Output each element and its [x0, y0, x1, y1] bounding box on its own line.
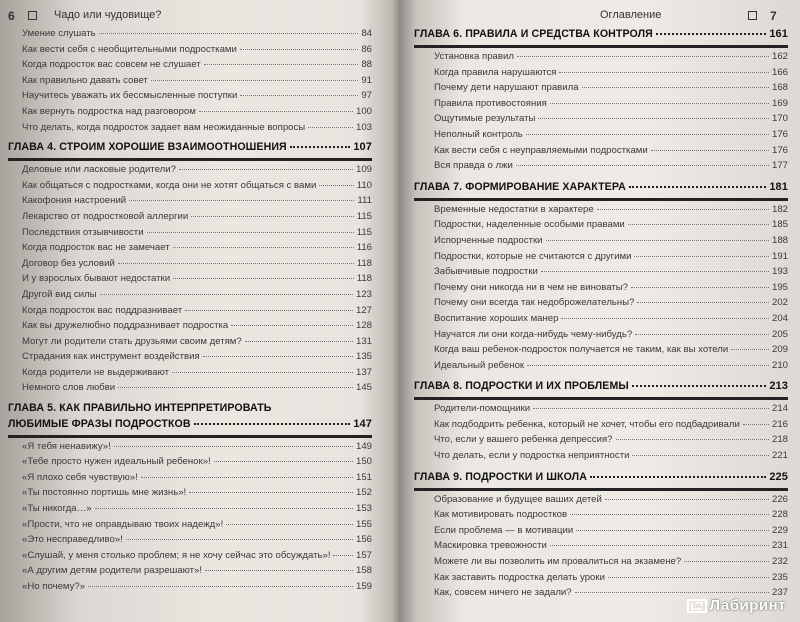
toc-entry [8, 122, 372, 138]
entry-title: Временные недостатки в характере [434, 203, 594, 215]
chapter-title: ГЛАВА 8. ПОДРОСТКИ И ИХ ПРОБЛЕМЫ [414, 380, 629, 393]
entry-page: 84 [361, 28, 372, 39]
toc-entry [414, 297, 788, 313]
chapter-title-line2: ЛЮБИМЫЕ ФРАЗЫ ПОДРОСТКОВ [8, 417, 191, 430]
entry-title: Маскировка тревожности [434, 540, 547, 552]
entry-title: «Я тебя ненавижу»! [22, 440, 111, 452]
entry-title: Страдания как инструмент воздействия [22, 351, 200, 363]
entry-page: 191 [771, 250, 788, 262]
dot-leader [199, 111, 353, 112]
toc-entry [8, 180, 372, 196]
entry-page: 88 [361, 59, 372, 71]
toc-entry [8, 565, 372, 581]
dot-leader [570, 514, 769, 515]
entry-title: Как вы дружелюбно поддразнивает подростка [22, 320, 229, 332]
entry-title: Когда подросток вас не замечает [22, 242, 170, 254]
dot-leader [172, 372, 353, 373]
entry-page: 188 [771, 234, 788, 246]
entry-title: И у взрослых бывают недостатки [22, 273, 171, 285]
toc-entry [414, 282, 788, 298]
entry-page: 115 [356, 226, 372, 238]
entry-page: 153 [355, 503, 372, 515]
toc-entry [8, 581, 372, 597]
entry-page: 226 [771, 493, 788, 505]
entry-page: 202 [771, 297, 788, 309]
entry-title: «Я плохо себя чувствую»! [22, 471, 138, 483]
entry-title: Вся правда о лжи [434, 160, 513, 172]
toc-entry [8, 90, 372, 106]
toc-entry [8, 487, 372, 503]
chapter-heading [8, 141, 372, 161]
entry-title: Подростки, которые не считаются с другими [434, 250, 632, 262]
entry-title: Научатся ли они когда-нибудь чему-нибудь? [434, 328, 633, 340]
dot-leader [245, 341, 353, 342]
right-header [414, 0, 788, 28]
entry-title: Другой вид силы [22, 288, 97, 300]
dot-leader [597, 209, 769, 210]
entry-title: Могут ли родители стать друзьями своим детям? [22, 335, 242, 347]
entry-title: Почему дети нарушают правила [434, 82, 579, 94]
entry-page: 210 [771, 359, 788, 371]
dot-leader [582, 87, 769, 88]
entry-title: Какофония настроений [22, 195, 127, 207]
toc-entry [8, 164, 372, 180]
toc-entry [8, 28, 372, 44]
entry-page: 195 [771, 281, 788, 293]
toc-entry [414, 403, 788, 419]
dot-leader [576, 530, 769, 531]
entry-title: «Тебе просто нужен идеальный ребенок»! [22, 456, 211, 468]
dot-leader [99, 33, 359, 34]
entry-title: Когда подросток вас поддразнивает [22, 304, 183, 316]
toc-entry [8, 273, 372, 289]
entry-page: 221 [771, 450, 788, 462]
dot-leader [605, 499, 769, 500]
chapter-title: ГЛАВА 4. СТРОИМ ХОРОШИЕ ВЗАИМООТНОШЕНИЯ [8, 141, 287, 154]
toc-entry [414, 67, 788, 83]
dot-leader [95, 508, 353, 509]
toc-entry [8, 305, 372, 321]
entry-title: Лекарство от подростковой аллергии [22, 210, 189, 222]
dot-leader [147, 232, 354, 233]
dot-leader [179, 169, 353, 170]
entry-page: 152 [355, 487, 372, 499]
chapter-title: ГЛАВА 7. ФОРМИРОВАНИЕ ХАРАКТЕРА [414, 180, 626, 193]
dot-leader [203, 356, 353, 357]
entry-title: Деловые или ласковые родители? [22, 164, 176, 176]
dot-leader [541, 271, 769, 272]
toc-entry [414, 145, 788, 161]
entry-page: 149 [355, 440, 372, 452]
dot-leader [226, 524, 353, 525]
entry-page: 237 [771, 587, 788, 599]
toc-entry [8, 351, 372, 367]
entry-title: Как вести себя с необщительными подростками [22, 43, 237, 55]
toc-entry [414, 235, 788, 251]
dot-leader [631, 287, 769, 288]
entry-page: 103 [355, 121, 372, 133]
entry-page: 123 [355, 288, 372, 300]
dot-leader [118, 387, 353, 388]
toc-entry [414, 51, 788, 67]
right-page-number: 7 [770, 9, 777, 23]
toc-entry [414, 434, 788, 450]
entry-title: Как общаться с подростками, когда они не хотят общаться с вами [22, 179, 317, 191]
entry-page: 170 [771, 113, 788, 125]
dot-leader [635, 334, 769, 335]
entry-title: Образование и будущее ваших детей [434, 493, 602, 505]
entry-title: «Ты постоянно портишь мне жизнь»! [22, 487, 187, 499]
entry-page: 235 [771, 571, 788, 583]
toc-entry [414, 251, 788, 267]
dot-leader [684, 561, 769, 562]
dot-leader [743, 424, 769, 425]
chapter-heading [414, 471, 788, 491]
dot-leader [561, 318, 769, 319]
entry-page: 91 [361, 74, 372, 86]
entry-title: Почему они всегда так недоброжелательны? [434, 297, 635, 309]
toc-entry [414, 219, 788, 235]
labirint-logo-icon [687, 599, 707, 613]
toc-entry [414, 82, 788, 98]
square-bullet-icon [748, 11, 757, 20]
toc-entry [8, 519, 372, 535]
entry-page: 97 [361, 90, 372, 102]
right-running-title: Оглавление [600, 9, 662, 21]
entry-page: 116 [356, 242, 372, 254]
entry-title: Когда правила нарушаются [434, 66, 557, 78]
chapter-heading [8, 402, 372, 438]
toc-entry [414, 113, 788, 129]
entry-page: 111 [357, 195, 372, 207]
dot-leader [634, 256, 769, 257]
chapter-heading [414, 380, 788, 400]
entry-title: «Ты никогда…» [22, 503, 92, 515]
toc-entry [8, 44, 372, 60]
dot-leader [516, 165, 769, 166]
dot-leader [114, 446, 353, 447]
toc-entry [8, 289, 372, 305]
dot-leader [575, 592, 769, 593]
toc-list [8, 441, 372, 597]
dot-leader [118, 263, 354, 264]
toc-entry [414, 572, 788, 588]
dot-leader [205, 570, 353, 571]
dot-leader [308, 127, 353, 128]
toc-entry [414, 344, 788, 360]
entry-page: 158 [355, 565, 372, 577]
entry-title: Научитесь уважать их бессмысленные поступки [22, 90, 238, 102]
toc-entry [414, 129, 788, 145]
entry-page: 182 [771, 203, 788, 215]
toc-entry [8, 441, 372, 457]
chapter-title: ГЛАВА 6. ПРАВИЛА И СРЕДСТВА КОНТРОЛЯ [414, 28, 653, 40]
dot-leader [533, 408, 769, 409]
entry-page: 168 [771, 82, 788, 94]
chapter-heading [414, 181, 788, 201]
entry-title: Подростки, наделенные особыми правами [434, 219, 625, 231]
entry-page: 176 [771, 144, 788, 156]
entry-page: 86 [361, 43, 372, 55]
toc-list [8, 164, 372, 398]
dot-leader [191, 216, 353, 217]
toc-entry [8, 75, 372, 91]
dot-leader [550, 103, 769, 104]
dot-leader [100, 294, 353, 295]
entry-title: «Но почему?» [22, 581, 86, 592]
chapter-page: 161 [769, 28, 788, 40]
entry-title: «Прости, что не оправдываю твоих надежд»! [22, 518, 224, 530]
toc-entry [8, 106, 372, 122]
entry-page: 216 [771, 418, 788, 430]
entry-page: 157 [355, 549, 372, 561]
dot-leader [608, 577, 769, 578]
chapter-page: 181 [769, 180, 788, 193]
toc-entry [414, 509, 788, 525]
toc-list [414, 403, 788, 465]
entry-page: 150 [355, 456, 372, 468]
toc-entry [8, 382, 372, 398]
entry-page: 131 [355, 335, 372, 347]
entry-page: 155 [355, 518, 372, 530]
dot-leader [240, 95, 358, 96]
toc-entry [414, 160, 788, 176]
toc-entry [8, 503, 372, 519]
dot-leader [731, 349, 769, 350]
entry-page: 145 [355, 382, 372, 394]
chapter-title: ГЛАВА 9. ПОДРОСТКИ И ШКОЛА [414, 470, 587, 483]
dot-leader [632, 455, 769, 456]
entry-title: Ощутимые результаты [434, 113, 536, 125]
chapter-page: 213 [769, 380, 788, 393]
entry-title: Идеальный ребенок [434, 359, 525, 371]
entry-page: 115 [356, 210, 372, 222]
entry-title: Установка правил [434, 51, 514, 62]
entry-title: «Это несправедливо»! [22, 534, 123, 546]
entry-page: 193 [771, 266, 788, 278]
toc-entry [8, 211, 372, 227]
toc-entry [414, 98, 788, 114]
entry-title: Когда ваш ребенок-подросток получается не таким, как вы хотели [434, 344, 729, 356]
entry-page: 185 [771, 219, 788, 231]
right-page [404, 0, 800, 622]
dot-leader [546, 240, 769, 241]
entry-title: «А другим детям родители разрешают»! [22, 565, 202, 577]
dot-leader [319, 185, 353, 186]
dot-leader [204, 64, 359, 65]
dot-leader [240, 49, 358, 50]
square-bullet-icon [28, 11, 37, 20]
entry-title: Испорченные подростки [434, 234, 543, 246]
entry-page: 156 [355, 534, 372, 546]
entry-page: 218 [771, 434, 788, 446]
dot-leader [651, 150, 769, 151]
entry-page: 135 [355, 351, 372, 363]
chapter-title: ГЛАВА 5. КАК ПРАВИЛЬНО ИНТЕРПРЕТИРОВАТЬ [8, 402, 272, 415]
entry-title: Когда родители не выдерживают [22, 366, 169, 378]
entry-page: 118 [356, 273, 372, 285]
dot-leader [88, 586, 353, 587]
toc-list [414, 494, 788, 603]
labirint-watermark [687, 597, 786, 614]
entry-page: 110 [356, 179, 372, 191]
entry-title: Немного слов любви [22, 382, 116, 394]
entry-page: 137 [355, 366, 372, 378]
toc-list [414, 204, 788, 376]
chapter-page: 225 [769, 470, 788, 483]
entry-title: Последствия отзывчивости [22, 226, 144, 238]
dot-leader [126, 539, 353, 540]
entry-page: 177 [771, 160, 788, 172]
dot-leader [214, 461, 353, 462]
toc-entry [8, 242, 372, 258]
dot-leader [538, 118, 769, 119]
toc-entry [414, 360, 788, 376]
toc-entry [8, 59, 372, 75]
toc-entry [8, 472, 372, 488]
entry-page: 162 [771, 51, 788, 62]
entry-title: Договор без условий [22, 257, 115, 269]
dot-leader [637, 302, 769, 303]
toc-entry [8, 534, 372, 550]
entry-page: 209 [771, 344, 788, 356]
entry-title: Как подбодрить ребенка, который не хочет, чтобы его подбадривали [434, 418, 740, 430]
entry-title: Как вернуть подростка над разговором [22, 105, 196, 117]
entry-title: Когда подросток вас совсем не слушает [22, 59, 201, 71]
entry-title: Неполный контроль [434, 128, 523, 140]
entry-page: 118 [356, 257, 372, 269]
entry-title: «Слушай, у меня столько проблем; я не хочу сейчас это обсуждать»! [22, 549, 331, 561]
dot-leader [189, 492, 353, 493]
toc-entry [414, 313, 788, 329]
dot-leader [185, 310, 353, 311]
entry-title: Воспитание хороших манер [434, 312, 559, 324]
entry-title: Что делать, если у подростка неприятности [434, 450, 630, 462]
left-running-title: Чадо или чудовище? [54, 9, 162, 21]
entry-page: 151 [355, 471, 372, 483]
toc-entry [414, 540, 788, 556]
entry-title: Можете ли вы позволить им провалиться на экзамене? [434, 556, 682, 568]
toc-entry [414, 329, 788, 345]
dot-leader [231, 325, 353, 326]
entry-page: 205 [771, 328, 788, 340]
entry-page: 214 [771, 403, 788, 415]
chapter-heading [414, 28, 788, 48]
entry-title: Что, если у вашего ребенка депрессия? [434, 434, 613, 446]
entry-page: 231 [771, 540, 788, 552]
entry-page: 232 [771, 556, 788, 568]
dot-leader [559, 72, 769, 73]
toc-entry [414, 556, 788, 572]
entry-page: 229 [771, 524, 788, 536]
entry-title: Почему они никогда ни в чем не виноваты? [434, 281, 628, 293]
entry-title: Забывчивые подростки [434, 266, 538, 278]
entry-title: Как вести себя с неуправляемыми подростками [434, 144, 648, 156]
dot-leader [550, 545, 769, 546]
entry-page: 100 [355, 105, 372, 117]
entry-title: Правила противостояния [434, 97, 547, 109]
toc-entry [414, 266, 788, 282]
watermark-text: Лабиринт [709, 597, 786, 614]
entry-title: Умение слушать [22, 28, 96, 39]
chapter-page: 107 [353, 141, 372, 154]
entry-page: 169 [771, 97, 788, 109]
toc-list [8, 28, 372, 137]
dot-leader [151, 80, 359, 81]
toc-entry [414, 494, 788, 510]
toc-entry [414, 204, 788, 220]
entry-title: Как заставить подростка делать уроки [434, 571, 605, 583]
toc-entry [414, 419, 788, 435]
dot-leader [527, 365, 769, 366]
left-header [8, 0, 372, 28]
entry-page: 166 [771, 66, 788, 78]
entry-title: Как правильно давать совет [22, 74, 148, 86]
dot-leader [526, 134, 769, 135]
toc-list [414, 51, 788, 176]
toc-entry [414, 525, 788, 541]
toc-entry [8, 456, 372, 472]
toc-entry [8, 227, 372, 243]
toc-entry [8, 195, 372, 211]
dot-leader [173, 278, 354, 279]
entry-page: 109 [355, 164, 372, 176]
entry-page: 228 [771, 509, 788, 521]
dot-leader [628, 224, 769, 225]
dot-leader [616, 439, 769, 440]
chapter-page: 147 [353, 417, 372, 430]
dot-leader [517, 56, 769, 57]
entry-page: 127 [355, 304, 372, 316]
toc-entry [8, 336, 372, 352]
entry-page: 159 [355, 581, 372, 592]
entry-page: 204 [771, 312, 788, 324]
dot-leader [173, 247, 354, 248]
entry-page: 128 [355, 320, 372, 332]
dot-leader [141, 477, 353, 478]
toc-entry [8, 550, 372, 566]
left-page-number: 6 [8, 9, 15, 23]
entry-page: 176 [771, 128, 788, 140]
toc-entry [8, 320, 372, 336]
entry-title: Если проблема — в мотивации [434, 524, 574, 536]
left-page [0, 0, 392, 622]
toc-entry [414, 450, 788, 466]
entry-title: Что делать, когда подросток задает вам неожиданные вопросы [22, 121, 306, 133]
entry-title: Как мотивировать подростков [434, 509, 568, 521]
toc-entry [8, 258, 372, 274]
entry-title: Как, совсем ничего не задали? [434, 587, 572, 599]
toc-entry [8, 367, 372, 383]
dot-leader [333, 555, 353, 556]
dot-leader [129, 200, 354, 201]
entry-title: Родители-помощники [434, 403, 531, 415]
